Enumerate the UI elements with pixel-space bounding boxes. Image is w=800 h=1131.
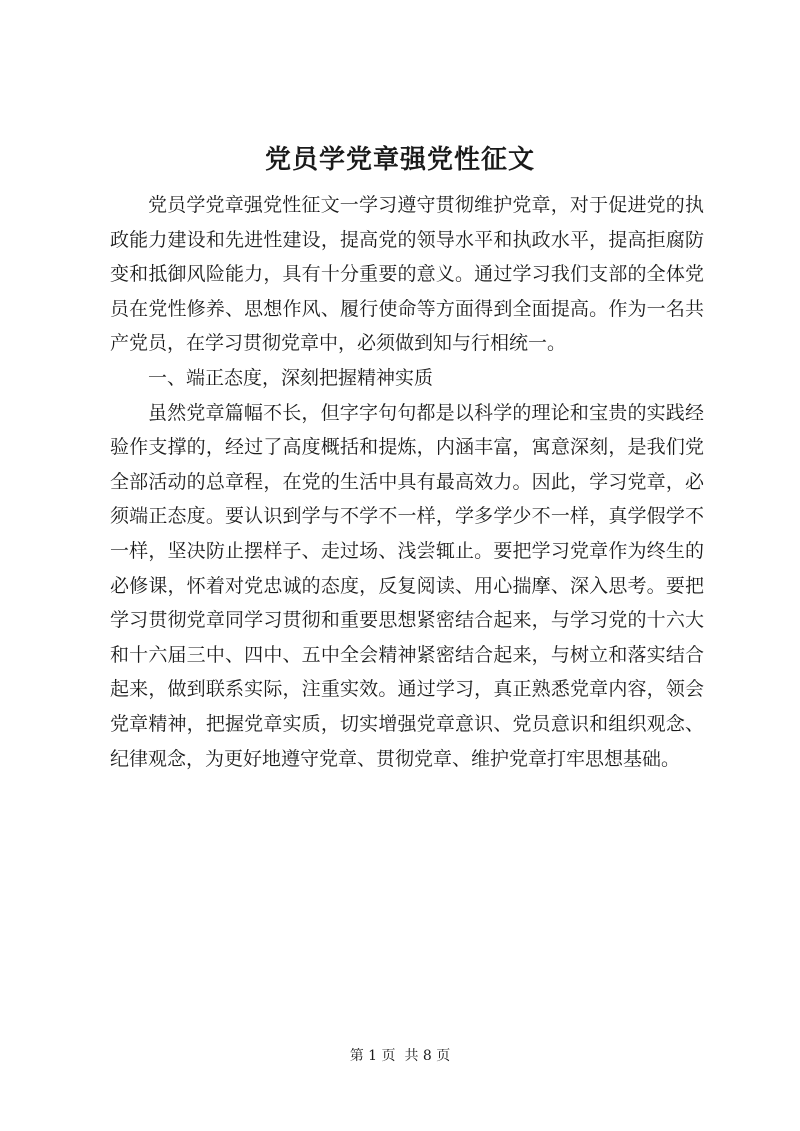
document-body	[110, 188, 704, 776]
section-heading: 一、端正态度，深刻把握精神实质	[148, 366, 434, 389]
page-footer	[0, 1046, 800, 1066]
page-number-label: 第 1 页 共 8 页	[349, 1048, 451, 1064]
paragraph-intro: 党员学党章强党性征文一学习遵守贯彻维护党章，对于促进党的执政能力建设和先进性建设，提高党的领导水平和执政水平，提高拒腐防变和抵御风险能力，具有十分重要的意义。通过学习我们支部的全体党员在党性修养、思想作风、履行使命等方面得到全面提高。作为一名共产党员，在学习贯彻党章中，必须做到知与行相统一。	[110, 194, 704, 355]
page-title: 党员学党章强党性征文	[264, 145, 535, 175]
paragraph-section-one: 虽然党章篇幅不长，但字字句句都是以科学的理论和宝贵的实践经验作支撑的，经过了高度概括和提炼，内涵丰富，寓意深刻，是我们党全部活动的总章程，在党的生活中具有最高效力。因此，学习党章，必须端正态度。要认识到学与不学不一样，学多学少不一样，真学假学不一样，坚决防止摆样子、走过场、浅尝辄止。要把学习党章作为终生的必修课，怀着对党忠诚的态度，反复阅读、用心揣摩、深入思考。要把学习贯彻党章同学习贯彻和重要思想紧密结合起来，与学习党的十六大和十六届三中、四中、五中全会精神紧密结合起来，与树立和落实结合起来，做到联系实际，注重实效。通过学习，真正熟悉党章内容，领会党章精神，把握党章实质，切实增强党章意识、党员意识和组织观念、纪律观念，为更好地遵守党章、贯彻党章、维护党章打牢思想基础。	[110, 401, 704, 770]
